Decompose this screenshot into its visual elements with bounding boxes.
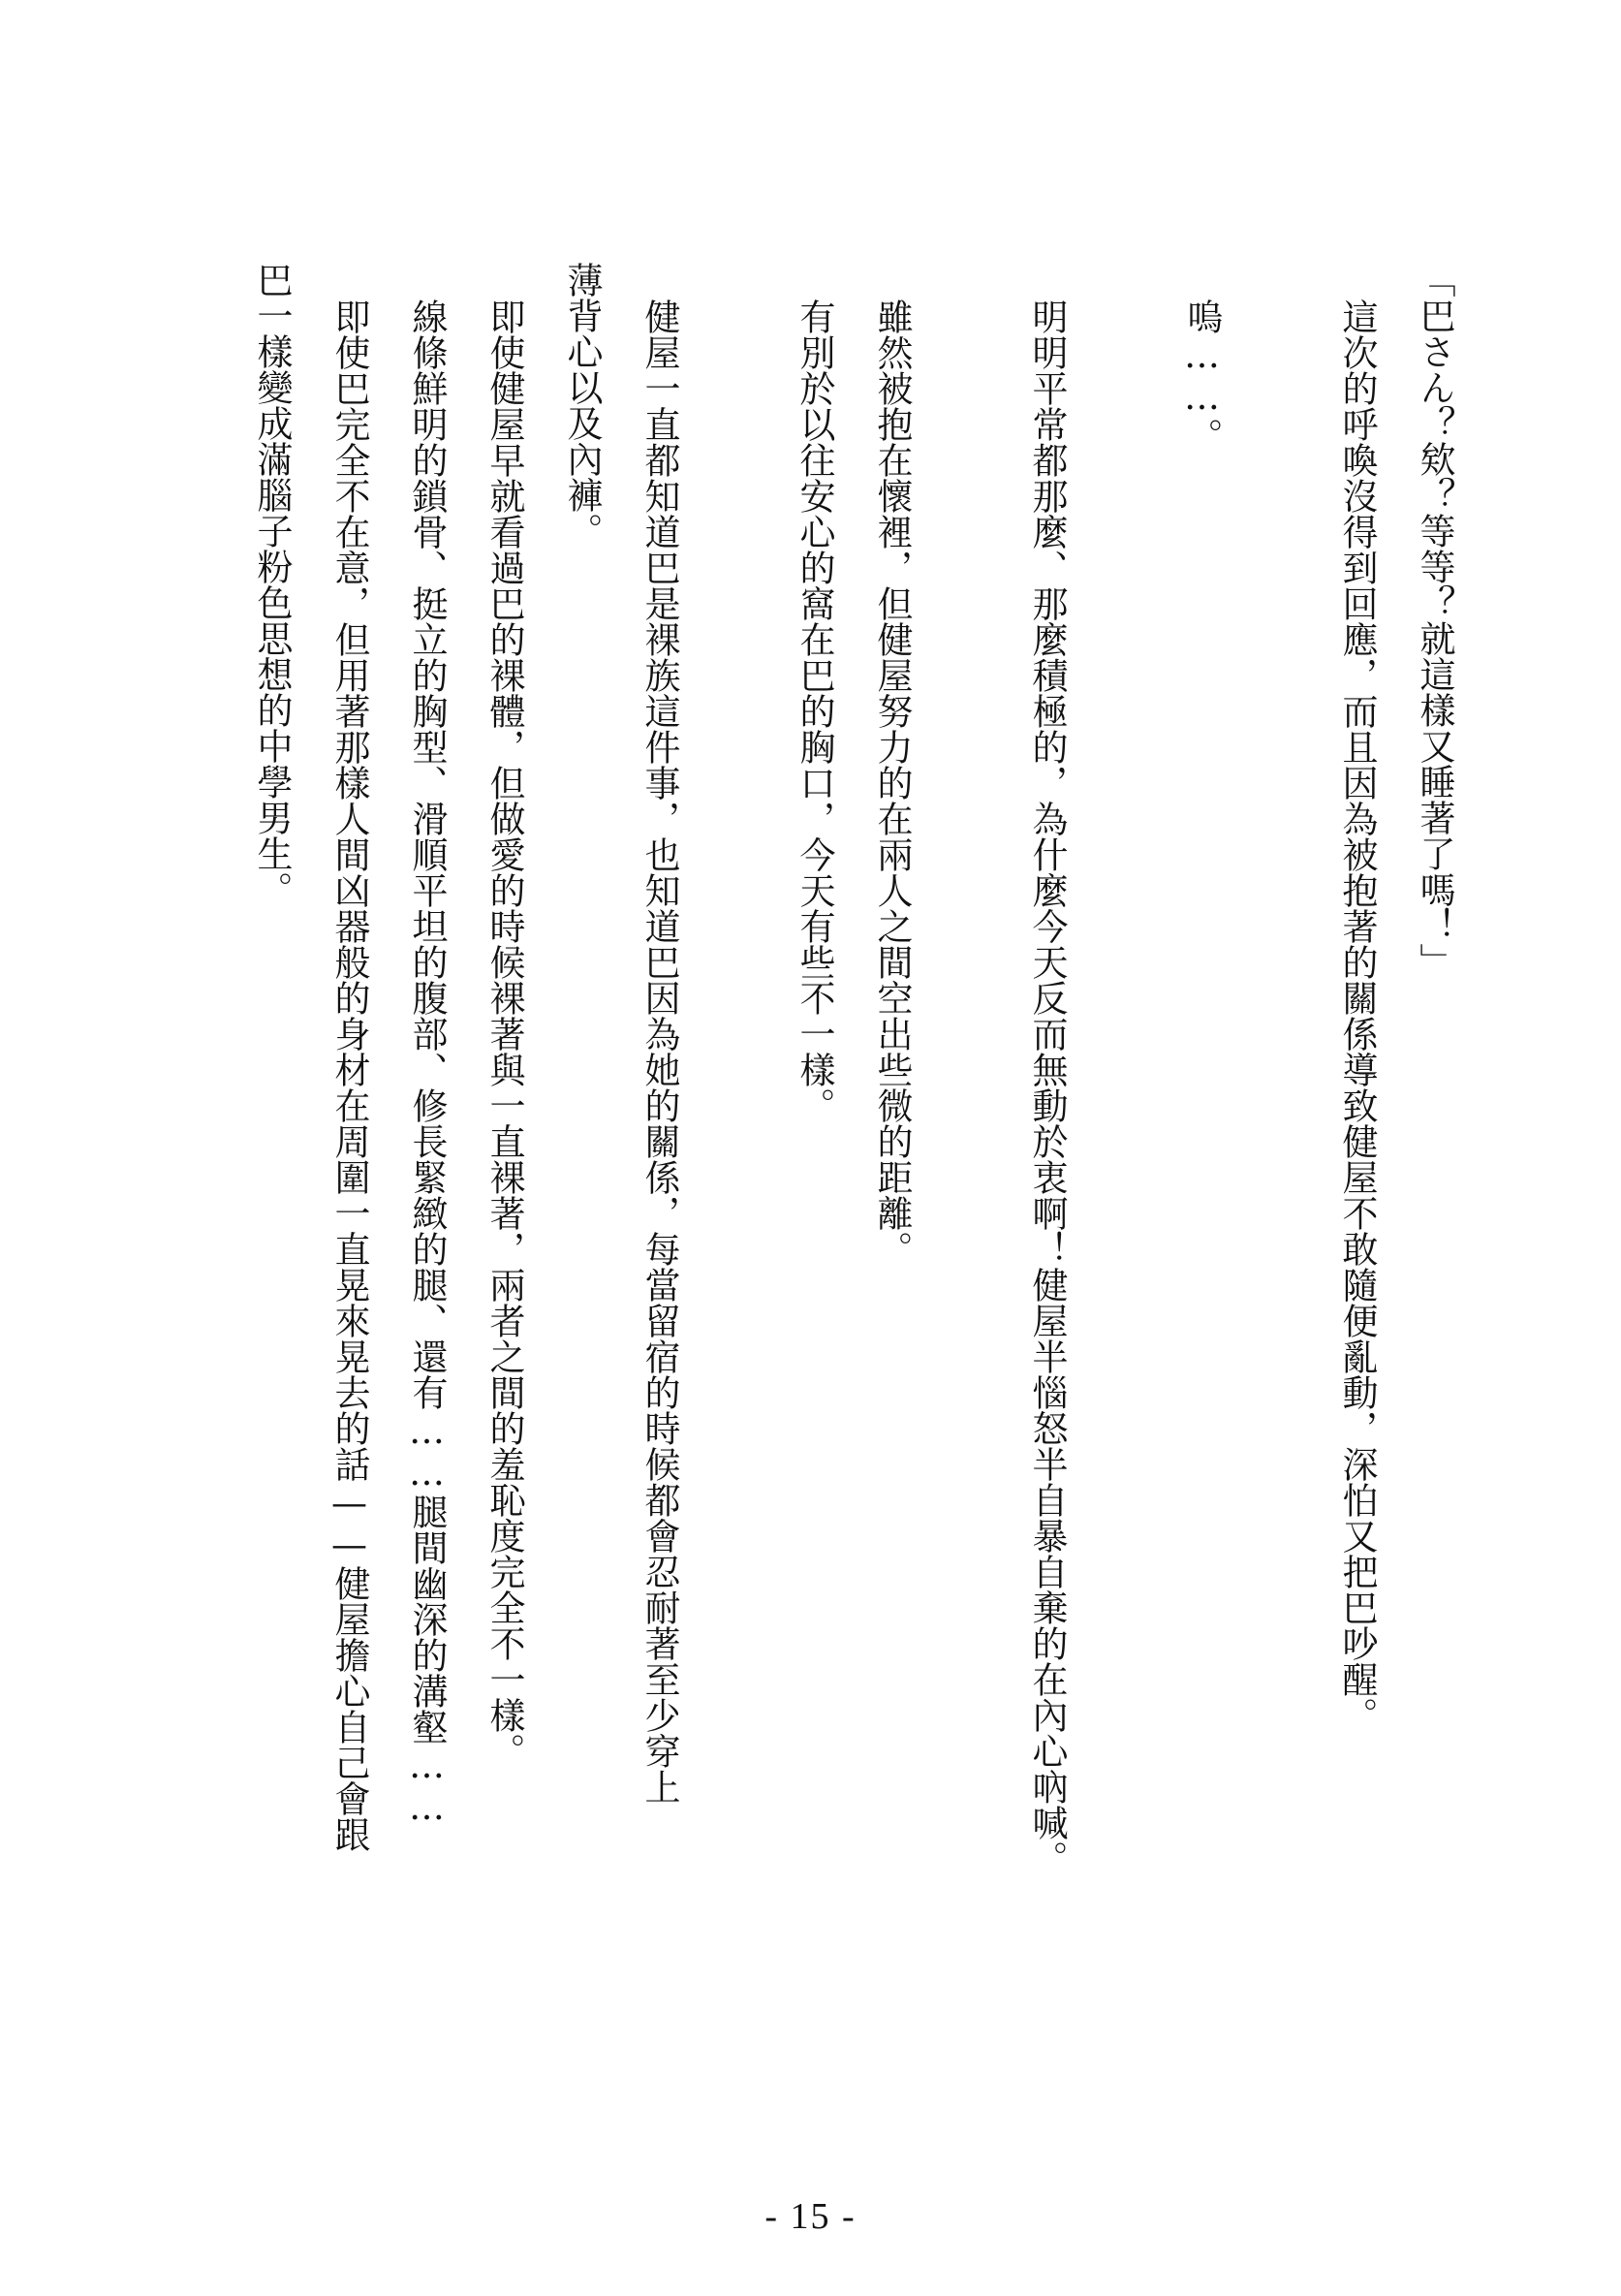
- text-column-continuation: 薄背心以及內褲。: [561, 262, 603, 549]
- page-number: - 15 -: [764, 2196, 857, 2237]
- text-column: 線條鮮明的鎖骨、挺立的胸型、滑順平坦的腹部、修長緊緻的腿、還有……腿間幽深的溝壑……: [406, 299, 448, 1828]
- text-column: 這次的呼喚沒得到回應，而且因為被抱著的關係導致健屋不敢隨便亂動，深怕又把巴吵醒。: [1336, 299, 1378, 1733]
- text-column: 即使巴完全不在意，但用著那樣人間凶器般的身材在周圍一直晃來晃去的話——健屋擔心自己會跟: [328, 299, 370, 1852]
- text-column: 有別於以往安心的窩在巴的胸口，今天有些不一樣。: [794, 299, 835, 1123]
- text-column: 即使健屋早就看過巴的裸體，但做愛的時候裸著與一直裸著，兩者之間的羞恥度完全不一樣。: [483, 299, 525, 1769]
- text-column-dialogue: 「巴さん？欸？等等？就這樣又睡著了嗎！」: [1414, 262, 1455, 979]
- text-column: 雖然被抱在懷裡，但健屋努力的在兩人之間空出些微的距離。: [871, 299, 913, 1267]
- vertical-text-body: [194, 262, 1473, 2161]
- text-column: 嗚……。: [1181, 299, 1223, 454]
- text-column-continuation: 巴一樣變成滿腦子粉色思想的中學男生。: [251, 262, 293, 907]
- text-column: 明明平常都那麼、那麼積極的，為什麼今天反而無動於衷啊！健屋半惱怒半自暴自棄的在內心吶喊。: [1026, 299, 1068, 1876]
- text-column: 健屋一直都知道巴是裸族這件事，也知道巴因為她的關係，每當留宿的時候都會忍耐著至少穿上: [639, 299, 680, 1805]
